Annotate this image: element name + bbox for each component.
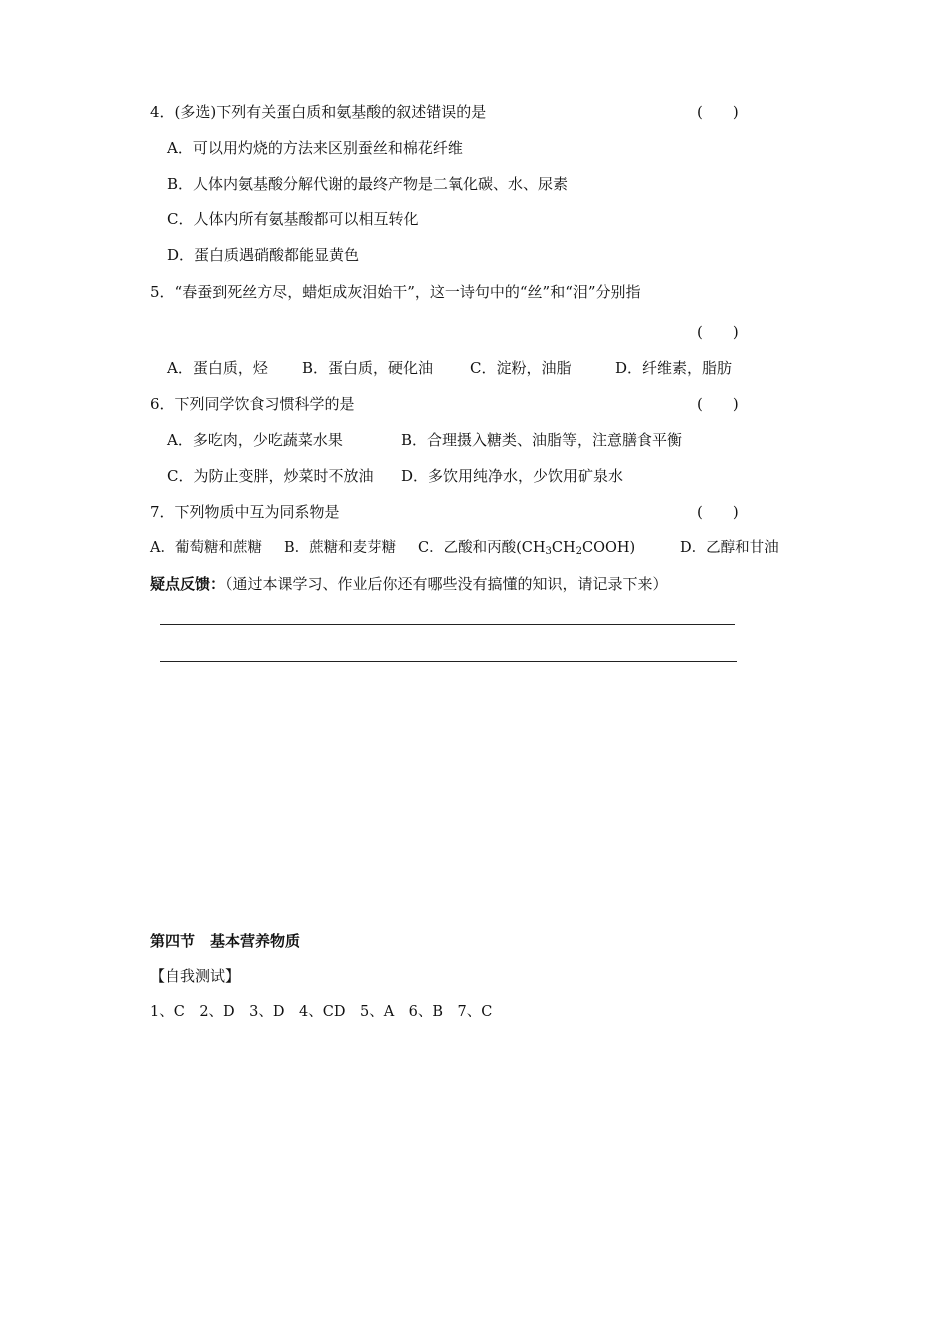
question-4-option-a: A．可以用灼烧的方法来区别蚕丝和棉花纤维 [167, 139, 463, 157]
question-6-answer-bracket: ( ) [697, 395, 739, 413]
question-6-options-row-1 [167, 430, 682, 450]
question-5-options [167, 358, 732, 378]
question-4-stem: 4．(多选)下列有关蛋白质和氨基酸的叙述错误的是 [150, 103, 487, 121]
answers-key: 1、C 2、D 3、D 4、CD 5、A 6、B 7、C [150, 1004, 493, 1020]
question-5-option-c: C．淀粉，油脂 [470, 359, 572, 377]
question-6-options-row-2 [167, 466, 623, 486]
question-7-option-d: D．乙醇和甘油 [680, 540, 779, 556]
feedback-label: 疑点反馈： [150, 575, 226, 593]
feedback-answer-line-2[interactable] [160, 661, 737, 662]
answers-subtitle: 【自我测试】 [150, 967, 241, 985]
question-4-option-d: D．蛋白质遇硝酸都能显黄色 [167, 246, 360, 264]
question-5-stem: 5．“春蚕到死丝方尽，蜡炬成灰泪始干”，这一诗句中的“丝”和“泪”分别指 [150, 283, 641, 301]
question-5-option-b: B．蛋白质，硬化油 [302, 359, 434, 377]
question-6-option-d: D．多饮用纯净水，少饮用矿泉水 [401, 467, 624, 485]
feedback-instruction: （通过本课学习、作业后你还有哪些没有搞懂的知识，请记录下来） [225, 575, 668, 593]
question-4-answer-bracket: ( ) [697, 103, 739, 121]
answers-section-title: 第四节 基本营养物质 [150, 932, 301, 950]
question-7-stem: 7．下列物质中互为同系物是 [150, 503, 340, 521]
question-7-option-a: A．葡萄糖和蔗糖 [150, 540, 262, 556]
question-5-option-a: A．蛋白质，烃 [167, 359, 268, 377]
feedback-answer-line-1[interactable] [160, 624, 735, 625]
question-6-option-c: C．为防止变胖，炒菜时不放油 [167, 467, 374, 485]
question-7-option-b: B．蔗糖和麦芽糖 [284, 540, 397, 556]
question-7-answer-bracket: ( ) [697, 503, 739, 521]
feedback-section [150, 574, 668, 594]
question-7-options [150, 538, 779, 558]
question-4-option-b: B．人体内氨基酸分解代谢的最终产物是二氧化碳、水、尿素 [167, 175, 569, 193]
question-6-option-a: A．多吃肉，少吃蔬菜水果 [167, 431, 343, 449]
question-5-answer-bracket: ( ) [697, 323, 739, 341]
question-4-option-c: C．人体内所有氨基酸都可以相互转化 [167, 210, 419, 228]
question-5-option-d: D．纤维素，脂肪 [615, 359, 733, 377]
question-7-option-c: C．乙酸和丙酸$(CH_3CH_2COOH)$ [418, 540, 636, 557]
question-6-stem: 6．下列同学饮食习惯科学的是 [150, 395, 355, 413]
question-6-option-b: B．合理摄入糖类、油脂等，注意膳食平衡 [401, 431, 683, 449]
